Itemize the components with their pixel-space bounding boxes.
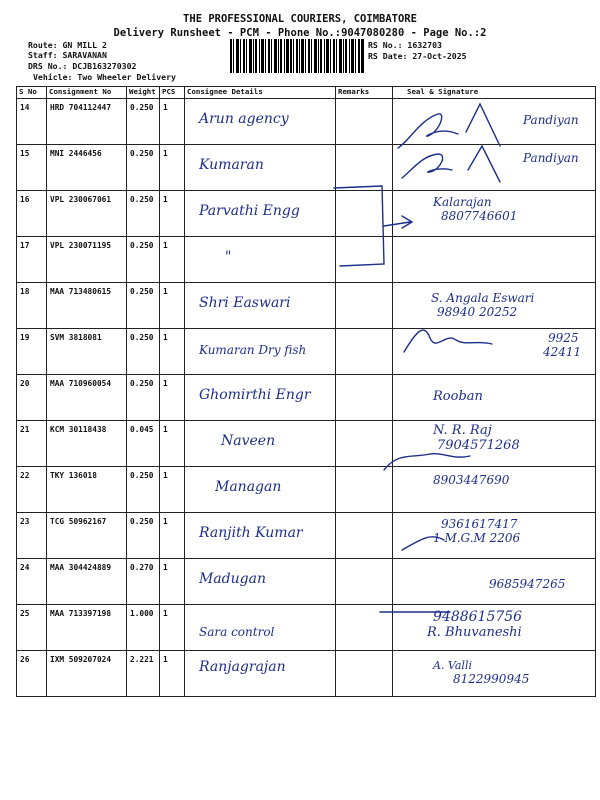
cell-sno: 24 xyxy=(17,559,47,605)
cell-consignment: MAA 713397198 xyxy=(47,605,127,651)
table-row xyxy=(17,145,596,191)
cell-pcs: 1 xyxy=(160,191,185,237)
company-title: THE PROFESSIONAL COURIERS, COIMBATORE xyxy=(183,13,417,25)
drs-number: DRS No.: DCJB163270302 xyxy=(28,61,137,71)
consignee-handwriting: Shri Easwari xyxy=(199,295,291,311)
cell-sno: 15 xyxy=(17,145,47,191)
cell-pcs: 1 xyxy=(160,467,185,513)
cell-consignment: MNI 2446456 xyxy=(47,145,127,191)
seal-handwriting: Kalarajan xyxy=(433,195,492,209)
seal-handwriting: 42411 xyxy=(543,345,582,359)
consignee-handwriting: Kumaran Dry fish xyxy=(199,343,307,357)
cell-remarks xyxy=(336,467,393,513)
table-row xyxy=(17,283,596,329)
cell-seal xyxy=(393,605,596,651)
cell-weight: 0.250 xyxy=(127,99,160,145)
cell-consignment: KCM 30118438 xyxy=(47,421,127,467)
cell-consignment: HRD 704112447 xyxy=(47,99,127,145)
cell-consignee xyxy=(185,467,336,513)
cell-pcs: 1 xyxy=(160,513,185,559)
cell-weight: 0.045 xyxy=(127,421,160,467)
seal-handwriting: 9488615756 xyxy=(433,609,523,625)
cell-sno: 16 xyxy=(17,191,47,237)
cell-weight: 0.250 xyxy=(127,283,160,329)
cell-sno: 20 xyxy=(17,375,47,421)
cell-pcs: 1 xyxy=(160,651,185,697)
vehicle-label: Vehicle: Two Wheeler Delivery xyxy=(33,72,176,82)
cell-sno: 18 xyxy=(17,283,47,329)
cell-weight: 0.250 xyxy=(127,467,160,513)
cell-seal xyxy=(393,237,596,283)
cell-sno: 19 xyxy=(17,329,47,375)
rs-date: RS Date: 27-Oct-2025 xyxy=(368,51,467,61)
cell-consignee xyxy=(185,237,336,283)
consignee-handwriting: Ghomirthi Engr xyxy=(199,387,311,403)
table-row xyxy=(17,605,596,651)
cell-weight: 0.250 xyxy=(127,329,160,375)
cell-seal xyxy=(393,513,596,559)
seal-handwriting: 7904571268 xyxy=(437,438,520,453)
cell-seal xyxy=(393,329,596,375)
cell-pcs: 1 xyxy=(160,605,185,651)
cell-weight: 0.250 xyxy=(127,375,160,421)
cell-consignee xyxy=(185,375,336,421)
seal-handwriting: Rooban xyxy=(433,389,483,404)
seal-handwriting: 1 M.G.M 2206 xyxy=(433,531,521,545)
table-row xyxy=(17,513,596,559)
col-header-consignment: Consignment No xyxy=(47,87,127,99)
cell-pcs: 1 xyxy=(160,559,185,605)
cell-consignee xyxy=(185,191,336,237)
table-row xyxy=(17,651,596,697)
cell-remarks xyxy=(336,283,393,329)
cell-remarks xyxy=(336,145,393,191)
col-header-weight: Weight xyxy=(127,87,160,99)
cell-consignee xyxy=(185,283,336,329)
cell-consignment: MAA 710960054 xyxy=(47,375,127,421)
cell-weight: 0.250 xyxy=(127,513,160,559)
barcode-image xyxy=(230,39,364,73)
col-header-consignee: Consignee Details xyxy=(185,87,336,99)
cell-seal xyxy=(393,375,596,421)
route-label: Route: GN MILL 2 xyxy=(28,40,107,50)
cell-remarks xyxy=(336,99,393,145)
col-header-pcs: PCS xyxy=(160,87,185,99)
cell-consignment: MAA 304424889 xyxy=(47,559,127,605)
consignee-handwriting: Ranjagrajan xyxy=(199,659,286,675)
cell-remarks xyxy=(336,375,393,421)
seal-handwriting: A. Valli xyxy=(433,659,472,672)
table-row xyxy=(17,191,596,237)
cell-remarks xyxy=(336,605,393,651)
table-row xyxy=(17,375,596,421)
cell-consignee xyxy=(185,605,336,651)
cell-consignment: VPL 230067061 xyxy=(47,191,127,237)
cell-consignment: IXM 509207024 xyxy=(47,651,127,697)
cell-pcs: 1 xyxy=(160,99,185,145)
rs-number: RS No.: 1632703 xyxy=(368,40,442,50)
cell-consignee xyxy=(185,421,336,467)
cell-weight: 1.000 xyxy=(127,605,160,651)
cell-seal xyxy=(393,283,596,329)
cell-remarks xyxy=(336,329,393,375)
cell-pcs: 1 xyxy=(160,145,185,191)
consignee-handwriting: Naveen xyxy=(221,433,276,449)
cell-pcs: 1 xyxy=(160,329,185,375)
consignee-handwriting: Sara control xyxy=(199,625,275,639)
cell-seal xyxy=(393,191,596,237)
cell-pcs: 1 xyxy=(160,283,185,329)
cell-consignment: MAA 713480615 xyxy=(47,283,127,329)
table-row xyxy=(17,421,596,467)
cell-consignee xyxy=(185,559,336,605)
cell-sno: 25 xyxy=(17,605,47,651)
cell-sno: 21 xyxy=(17,421,47,467)
cell-pcs: 1 xyxy=(160,421,185,467)
seal-handwriting: 8122990945 xyxy=(453,672,530,686)
cell-remarks xyxy=(336,513,393,559)
table-header-row xyxy=(17,87,596,99)
cell-sno: 22 xyxy=(17,467,47,513)
cell-remarks xyxy=(336,421,393,467)
consignee-handwriting: Ranjith Kumar xyxy=(199,525,303,541)
consignee-handwriting: " xyxy=(225,249,232,265)
cell-seal xyxy=(393,651,596,697)
table-row xyxy=(17,329,596,375)
consignee-handwriting: Parvathi Engg xyxy=(199,203,300,219)
cell-consignment: VPL 230071195 xyxy=(47,237,127,283)
table-row xyxy=(17,467,596,513)
seal-handwriting: Pandiyan xyxy=(523,151,579,165)
seal-handwriting: R. Bhuvaneshi xyxy=(427,625,522,640)
runsheet-subtitle: Delivery Runsheet - PCM - Phone No.:9047080280 - Page No.:2 xyxy=(113,27,487,39)
seal-handwriting: S. Angala Eswari xyxy=(431,291,535,305)
col-header-seal: Seal & Signature xyxy=(393,87,596,99)
cell-consignee xyxy=(185,329,336,375)
table-row xyxy=(17,237,596,283)
cell-consignment: TKY 136018 xyxy=(47,467,127,513)
cell-seal xyxy=(393,421,596,467)
cell-consignment: SVM 3818081 xyxy=(47,329,127,375)
table-row xyxy=(17,99,596,145)
cell-seal xyxy=(393,145,596,191)
seal-handwriting: 8807746601 xyxy=(441,209,518,223)
cell-seal xyxy=(393,559,596,605)
cell-consignment: TCG 50962167 xyxy=(47,513,127,559)
seal-handwriting: Pandiyan xyxy=(523,113,579,127)
cell-weight: 0.250 xyxy=(127,191,160,237)
cell-remarks xyxy=(336,559,393,605)
consignee-handwriting: Kumaran xyxy=(199,157,264,173)
cell-weight: 0.270 xyxy=(127,559,160,605)
consignee-handwriting: Managan xyxy=(215,479,282,495)
seal-handwriting: 8903447690 xyxy=(433,473,510,487)
seal-handwriting: 9685947265 xyxy=(489,577,566,591)
col-header-sno: S No xyxy=(17,87,47,99)
cell-weight: 0.250 xyxy=(127,237,160,283)
cell-consignee xyxy=(185,513,336,559)
runsheet-table xyxy=(16,86,596,697)
cell-sno: 17 xyxy=(17,237,47,283)
cell-consignee xyxy=(185,145,336,191)
cell-weight: 2.221 xyxy=(127,651,160,697)
col-header-remarks: Remarks xyxy=(336,87,393,99)
cell-sno: 23 xyxy=(17,513,47,559)
staff-label: Staff: SARAVANAN xyxy=(28,50,107,60)
cell-pcs: 1 xyxy=(160,375,185,421)
cell-remarks xyxy=(336,191,393,237)
table-row xyxy=(17,559,596,605)
cell-consignee xyxy=(185,651,336,697)
cell-seal xyxy=(393,467,596,513)
cell-consignee xyxy=(185,99,336,145)
cell-sno: 14 xyxy=(17,99,47,145)
consignee-handwriting: Madugan xyxy=(199,571,266,587)
cell-remarks xyxy=(336,237,393,283)
seal-handwriting: 9361617417 xyxy=(441,517,518,531)
seal-handwriting: 9925 xyxy=(548,331,579,345)
seal-handwriting: 98940 20252 xyxy=(437,305,518,319)
cell-pcs: 1 xyxy=(160,237,185,283)
cell-remarks xyxy=(336,651,393,697)
cell-seal xyxy=(393,99,596,145)
cell-weight: 0.250 xyxy=(127,145,160,191)
seal-handwriting: N. R. Raj xyxy=(433,423,492,438)
consignee-handwriting: Arun agency xyxy=(199,111,289,127)
cell-sno: 26 xyxy=(17,651,47,697)
